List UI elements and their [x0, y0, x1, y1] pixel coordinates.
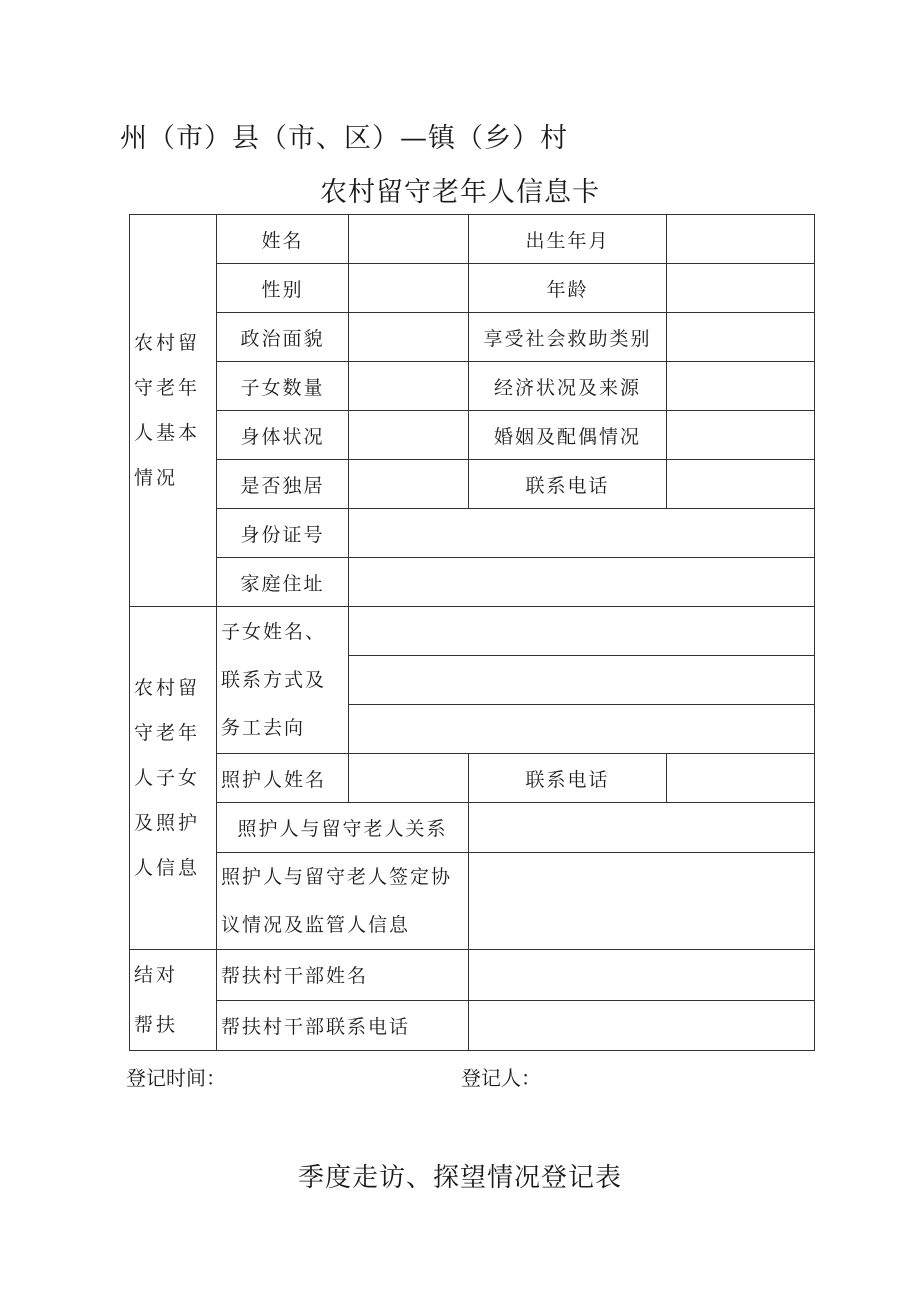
- value-assistance[interactable]: [667, 313, 815, 362]
- location-line: 州（市）县（市、区）—镇（乡）村: [120, 123, 568, 154]
- value-health[interactable]: [349, 411, 469, 460]
- visit-record-title: 季度走访、探望情况登记表: [297, 1163, 622, 1193]
- label-children-info: 子女姓名、联系方式及务工去向: [217, 607, 349, 754]
- section-basic-info: 农村留守老年人基本情况: [130, 215, 217, 607]
- value-children-info-3[interactable]: [349, 705, 815, 754]
- value-relationship[interactable]: [469, 803, 815, 853]
- label-agreement: 照护人与留守老人签定协议情况及监管人信息: [217, 853, 469, 950]
- value-phone[interactable]: [667, 460, 815, 509]
- value-cadre-name[interactable]: [469, 950, 815, 1001]
- label-cadre-name: 帮扶村干部姓名: [217, 950, 469, 1001]
- label-marriage: 婚姻及配偶情况: [469, 411, 667, 460]
- card-title: 农村留守老年人信息卡: [320, 177, 600, 208]
- value-caregiver-name[interactable]: [349, 754, 469, 803]
- value-age[interactable]: [667, 264, 815, 313]
- label-economy: 经济状况及来源: [469, 362, 667, 411]
- value-name[interactable]: [349, 215, 469, 264]
- section-pairing: 结对帮扶: [130, 950, 217, 1051]
- value-marriage[interactable]: [667, 411, 815, 460]
- label-name: 姓名: [217, 215, 349, 264]
- value-political[interactable]: [349, 313, 469, 362]
- value-cadre-phone[interactable]: [469, 1000, 815, 1051]
- value-address[interactable]: [349, 558, 815, 607]
- value-caregiver-phone[interactable]: [667, 754, 815, 803]
- label-birth: 出生年月: [469, 215, 667, 264]
- value-economy[interactable]: [667, 362, 815, 411]
- value-birth[interactable]: [667, 215, 815, 264]
- label-caregiver-name: 照护人姓名: [217, 754, 349, 803]
- label-children-count: 子女数量: [217, 362, 349, 411]
- register-time-label: 登记时间：: [126, 1066, 226, 1090]
- label-phone: 联系电话: [469, 460, 667, 509]
- label-age: 年龄: [469, 264, 667, 313]
- label-address: 家庭住址: [217, 558, 349, 607]
- value-agreement[interactable]: [469, 853, 815, 950]
- value-children-info-1[interactable]: [349, 607, 815, 656]
- info-card-table: [129, 214, 815, 1051]
- label-gender: 性别: [217, 264, 349, 313]
- label-political: 政治面貌: [217, 313, 349, 362]
- value-children-count[interactable]: [349, 362, 469, 411]
- label-cadre-phone: 帮扶村干部联系电话: [217, 1000, 469, 1051]
- section-children-caregiver: 农村留守老年人子女及照护人信息: [130, 607, 217, 950]
- label-caregiver-phone: 联系电话: [469, 754, 667, 803]
- value-id-number[interactable]: [349, 509, 815, 558]
- registrar-label: 登记人：: [461, 1066, 541, 1090]
- label-relationship: 照护人与留守老人关系: [217, 803, 469, 853]
- label-id-number: 身份证号: [217, 509, 349, 558]
- value-gender[interactable]: [349, 264, 469, 313]
- label-living-alone: 是否独居: [217, 460, 349, 509]
- label-health: 身体状况: [217, 411, 349, 460]
- value-living-alone[interactable]: [349, 460, 469, 509]
- value-children-info-2[interactable]: [349, 656, 815, 705]
- label-assistance: 享受社会救助类别: [469, 313, 667, 362]
